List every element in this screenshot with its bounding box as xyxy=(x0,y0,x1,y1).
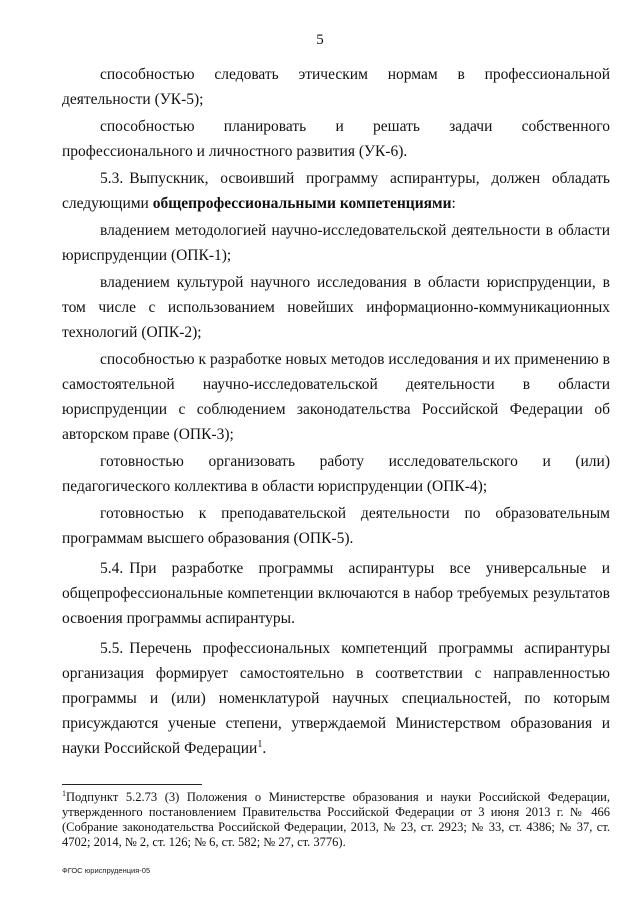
section-5-3-bold-term: общепрофессиональными компетенциями xyxy=(152,195,452,212)
paragraph-uk5: способностью следовать этическим нормам в профессиональной деятельности (УК-5); xyxy=(62,66,610,108)
paragraph-opk5: готовностью к преподавательской деятельности по образовательным программам высшего образования (ОПК-5). xyxy=(62,505,610,547)
footnote-separator xyxy=(62,784,202,785)
section-5-5-text: Перечень профессиональных компетенций программы аспирантуры организация формирует самостоятельно в соответствии с направленностью программы и (или) номенклатурой научных специальностей, по которым присуждаются ученые степени, утверждаемой Министерством образования и науки Российской Федерации xyxy=(62,640,610,757)
footnote xyxy=(62,790,610,850)
document-footer-code: ФГОС юриспруденция-05 xyxy=(62,866,151,875)
paragraph-5-3 xyxy=(62,166,610,216)
footnote-text: Подпункт 5.2.73 (3) Положения о Министерстве образования и науки Российской Федерации, утвержденного постановлением Правительства Российской Федерации от 3 июня 2013 г. № 466 (Собрание законодательства Российской Федерации, 2013, № 23, ст. 2923; № 33, ст. 4386; № 37, ст. 4702; 2014, № 2, ст. 126; № 6, ст. 582; № 27, ст. 3776). xyxy=(62,790,610,849)
section-5-3-colon: : xyxy=(451,195,456,212)
section-5-4-text: При разработке программы аспирантуры все универсальные и общепрофессиональные компетенции включаются в набор требуемых результатов освоения программы аспирантуры. xyxy=(62,560,610,627)
paragraph-5-5 xyxy=(62,636,610,761)
section-number-5-4: 5.4. xyxy=(100,560,124,577)
paragraph-opk4: готовностью организовать работу исследовательского и (или) педагогического коллектива в области юриспруденции (ОПК-4); xyxy=(62,453,610,495)
section-5-5-period: . xyxy=(262,740,267,757)
section-5-3-text: Выпускник, освоивший программу аспирантуры, должен обладать следующими xyxy=(62,170,610,212)
footnote-reference[interactable]: 1 xyxy=(257,738,263,750)
section-number-5-5: 5.5. xyxy=(100,640,124,657)
paragraph-uk6: способностью планировать и решать задачи собственного профессионального и личностного развития (УК-6). xyxy=(62,118,610,160)
page-number: 5 xyxy=(316,32,324,48)
paragraph-5-4 xyxy=(62,556,610,631)
footnote-marker: 1 xyxy=(62,788,66,798)
document-body xyxy=(62,62,610,766)
paragraph-opk2: владением культурой научного исследования в области юриспруденции, в том числе с использованием новейших информационно-коммуникационных технологий (ОПК-2); xyxy=(62,274,610,341)
paragraph-opk3: способностью к разработке новых методов исследования и их применению в самостоятельной научно-исследовательской деятельности в области юриспруденции с соблюдением законодательства Российской Федерации об авторском праве (ОПК-3); xyxy=(62,351,610,443)
section-number-5-3: 5.3. xyxy=(100,170,124,187)
paragraph-opk1: владением методологией научно-исследовательской деятельности в области юриспруденции (ОПК-1); xyxy=(62,222,610,264)
